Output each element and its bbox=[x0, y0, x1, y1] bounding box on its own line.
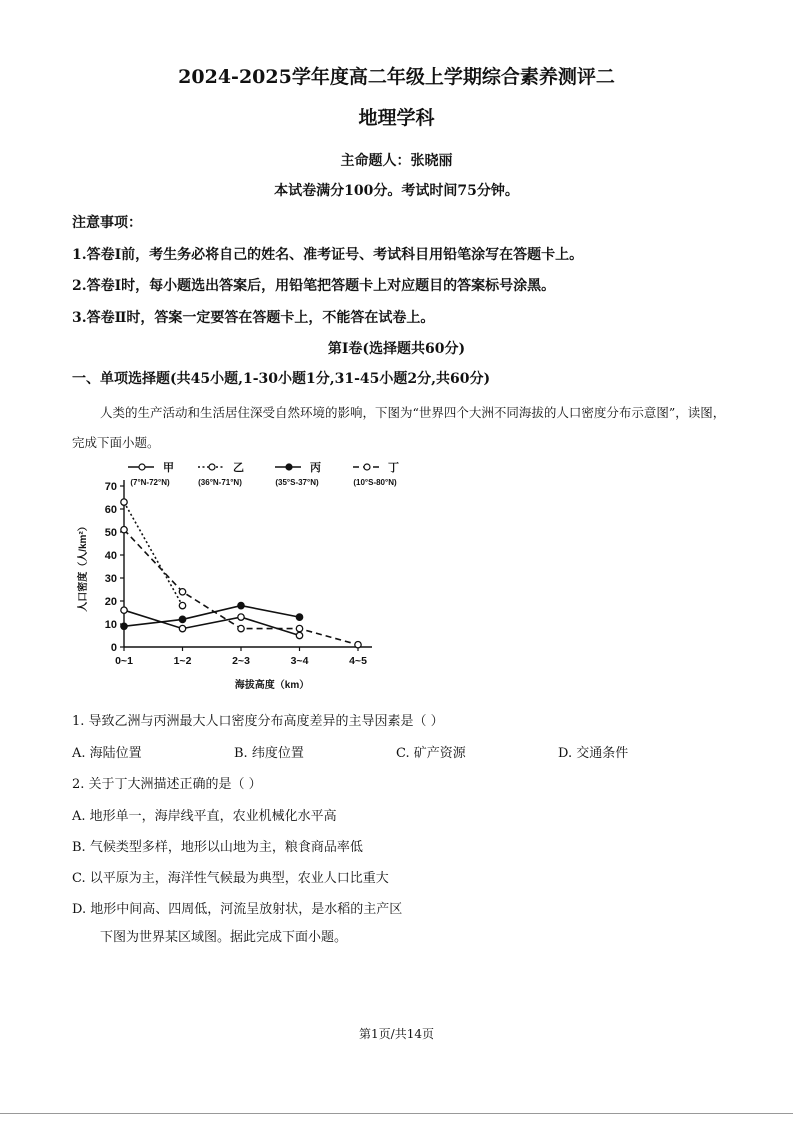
x-tick-label: 4~5 bbox=[349, 655, 367, 667]
population-density-chart bbox=[70, 455, 400, 705]
data-point bbox=[238, 614, 244, 620]
legend-label: 丁 bbox=[388, 462, 399, 474]
data-point bbox=[296, 632, 302, 638]
chart-legend bbox=[128, 460, 399, 487]
x-tick-label: 2~3 bbox=[232, 655, 250, 667]
question-1-option-b[interactable]: B. 纬度位置 bbox=[234, 746, 304, 761]
y-tick-label: 40 bbox=[104, 550, 117, 562]
legend-range: (7°N-72°N) bbox=[130, 478, 170, 487]
author-line: 主命题人：张晓丽 bbox=[340, 153, 453, 169]
legend-label: 丙 bbox=[310, 462, 321, 474]
y-tick-label: 50 bbox=[104, 527, 117, 539]
legend-marker bbox=[209, 464, 215, 470]
note-item: 1.答卷Ⅰ前，考生务必将自己的姓名、准考证号、考试科目用铅笔涂写在答题卡上。 bbox=[72, 247, 584, 263]
y-tick-label: 10 bbox=[104, 619, 117, 631]
y-tick-label: 20 bbox=[104, 596, 117, 608]
x-tick-label: 3~4 bbox=[290, 655, 309, 667]
y-axis-label: 人口密度（人/km²） bbox=[78, 521, 89, 612]
legend-marker bbox=[286, 464, 292, 470]
data-point bbox=[238, 602, 244, 608]
question-1-option-c[interactable]: C. 矿产资源 bbox=[396, 746, 466, 761]
legend-marker bbox=[139, 464, 145, 470]
y-tick-label: 60 bbox=[104, 504, 117, 516]
x-axis-label: 海拔高度（km） bbox=[234, 680, 310, 691]
exam-title: 2024-2025学年度高二年级上学期综合素养测评二 bbox=[178, 66, 615, 88]
legend-range: (10°S-80°N) bbox=[353, 478, 397, 487]
data-point bbox=[121, 527, 127, 533]
question-1-stem: 1. 导致乙洲与丙洲最大人口密度分布高度差异的主导因素是（ ） bbox=[72, 714, 444, 729]
question-1-option-a[interactable]: A. 海陆位置 bbox=[72, 746, 142, 761]
data-point bbox=[238, 625, 244, 631]
question-2-option-d[interactable]: D. 地形中间高、四周低，河流呈放射状，是水稻的主产区 bbox=[72, 902, 403, 917]
part-title: 一、单项选择题(共45小题,1-30小题1分,31-45小题2分,共60分) bbox=[72, 371, 491, 387]
intro-paragraph-2: 下图为世界某区域图。据此完成下面小题。 bbox=[100, 930, 348, 945]
data-point bbox=[179, 589, 185, 595]
subject-title: 地理学科 bbox=[358, 107, 435, 129]
data-point bbox=[355, 642, 361, 648]
note-item: 2.答卷Ⅰ时，每小题选出答案后，用铅笔把答题卡上对应题目的答案标号涂黑。 bbox=[72, 278, 556, 294]
y-tick-label: 0 bbox=[110, 642, 117, 654]
x-tick-label: 1~2 bbox=[173, 655, 192, 667]
question-2-option-a[interactable]: A. 地形单一，海岸线平直，农业机械化水平高 bbox=[72, 809, 337, 824]
section-title: 第Ⅰ卷(选择题共60分) bbox=[327, 341, 466, 357]
question-2-stem: 2. 关于丁大洲描述正确的是（ ） bbox=[72, 777, 262, 792]
data-point bbox=[121, 499, 127, 505]
data-point bbox=[296, 625, 302, 631]
data-point bbox=[179, 625, 185, 631]
legend-range: (35°S-37°N) bbox=[275, 478, 319, 487]
score-info: 本试卷满分100分。考试时间75分钟。 bbox=[274, 183, 519, 199]
note-item: 3.答卷Ⅱ时，答案一定要答在答题卡上，不能答在试卷上。 bbox=[72, 310, 435, 326]
question-1-option-d[interactable]: D. 交通条件 bbox=[558, 746, 629, 761]
data-point bbox=[121, 607, 127, 613]
data-point bbox=[179, 602, 185, 608]
notes-heading: 注意事项： bbox=[72, 215, 142, 231]
legend-label: 乙 bbox=[233, 462, 244, 474]
bottom-rule bbox=[0, 1113, 793, 1114]
y-tick-label: 30 bbox=[104, 573, 117, 585]
legend-range: (36°N-71°N) bbox=[198, 478, 242, 487]
y-tick-label: 70 bbox=[104, 481, 117, 493]
question-2-option-c[interactable]: C. 以平原为主，海洋性气候最为典型，农业人口比重大 bbox=[72, 871, 389, 886]
legend-marker bbox=[364, 464, 370, 470]
x-tick-label: 0~1 bbox=[115, 655, 133, 667]
chart-plot bbox=[121, 499, 361, 648]
data-point bbox=[296, 614, 302, 620]
chart-axes bbox=[105, 480, 372, 667]
series-line-乙 bbox=[124, 502, 183, 605]
intro-paragraph: 人类的生产活动和生活居住深受自然环境的影响，下图为“世界四个大洲不同海拔的人口密度分布示意图”，读图，完成下面小题。 bbox=[72, 405, 726, 450]
data-point bbox=[121, 623, 127, 629]
page-footer: 第1页/共14页 bbox=[359, 1027, 434, 1041]
question-2-option-b[interactable]: B. 气候类型多样，地形以山地为主，粮食商品率低 bbox=[72, 840, 363, 855]
legend-label: 甲 bbox=[163, 462, 174, 474]
data-point bbox=[179, 616, 185, 622]
